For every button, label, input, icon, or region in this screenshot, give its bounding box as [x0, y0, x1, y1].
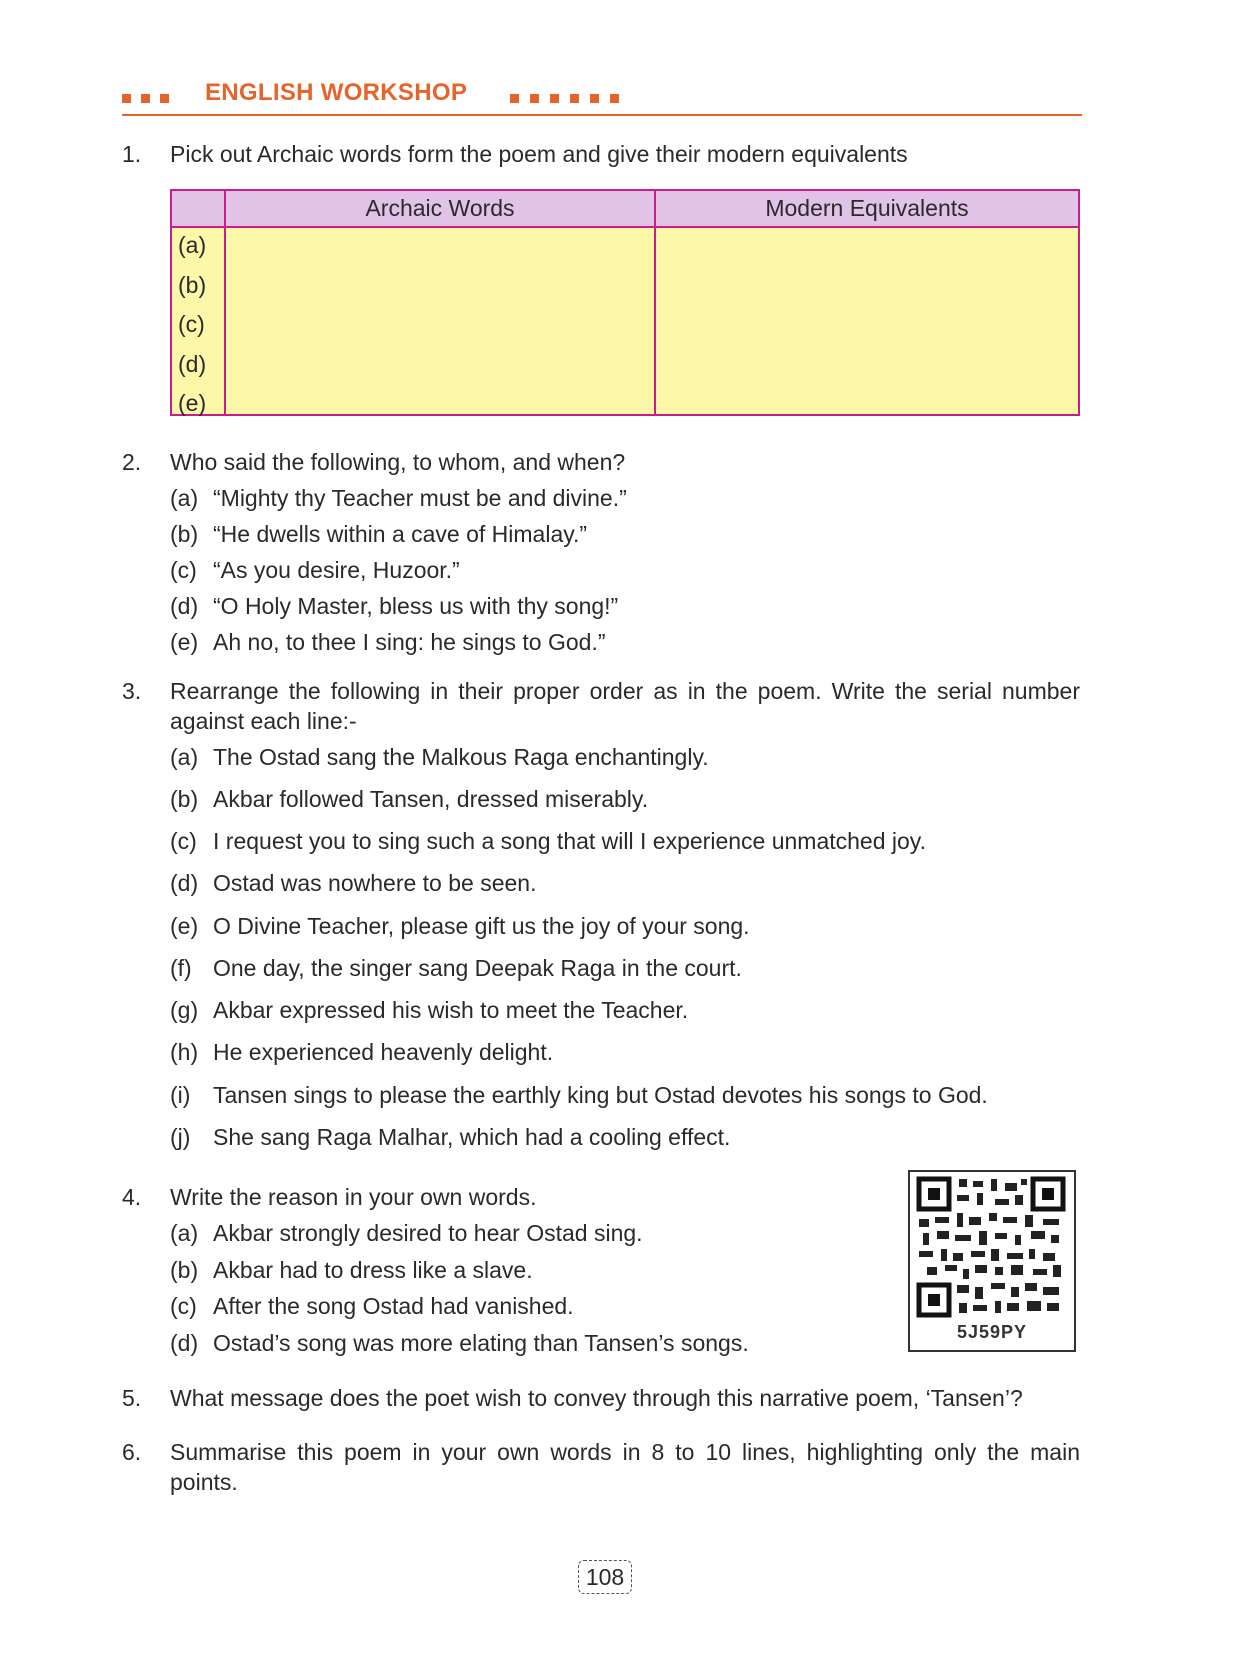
table-row-label: (c) [178, 311, 205, 337]
question-4-item [170, 1218, 643, 1248]
table-row-label: (d) [178, 350, 207, 377]
question-3-text: Rearrange the following in their proper order as in the poem. Write the serial number against each line:- [170, 678, 1080, 734]
question-6-number: 6. [122, 1439, 142, 1465]
question-2-number: 2. [122, 449, 142, 475]
item-text: O Divine Teacher, please gift us the joy of your song. [213, 913, 750, 939]
item-label: (f) [170, 955, 192, 981]
item-label: (c) [170, 1293, 197, 1319]
question-2-item [170, 627, 606, 657]
item-label: (a) [170, 1220, 199, 1246]
question-2-text: Who said the following, to whom, and when? [170, 449, 626, 475]
item-text: “O Holy Master, bless us with thy song!” [213, 593, 619, 619]
question-2-item [170, 591, 618, 621]
item-text: “Mighty thy Teacher must be and divine.” [213, 485, 627, 511]
question-3-item [170, 868, 536, 898]
item-label: (h) [170, 1039, 199, 1065]
question-6-text: Summarise this poem in your own words in 8 to 10 lines, highlighting only the main points. [170, 1439, 1080, 1495]
header-square-icon [530, 94, 539, 103]
header-square-icon [510, 94, 519, 103]
table-row-label: (a) [178, 232, 207, 258]
header-rule [122, 114, 1082, 116]
question-5-text: What message does the poet wish to convey through this narrative poem, ‘Tansen’? [170, 1385, 1023, 1411]
modern-answer-cell[interactable] [655, 227, 1079, 415]
page-number: 108 [578, 1560, 632, 1594]
item-label: (c) [170, 828, 197, 854]
question-4-number: 4. [122, 1184, 142, 1210]
header-square-icon [122, 94, 131, 103]
question-3-item [170, 1122, 730, 1152]
question-3-item [170, 953, 742, 983]
item-text: After the song Ostad had vanished. [213, 1293, 574, 1319]
question-3-item [170, 911, 750, 941]
item-text: Ostad’s song was more elating than Tansen’s songs. [213, 1330, 749, 1356]
question-4-item [170, 1255, 533, 1285]
item-label: (b) [170, 521, 199, 547]
archaic-answer-cell[interactable] [225, 227, 655, 415]
item-text: He experienced heavenly delight. [213, 1039, 554, 1065]
item-text: Ah no, to thee I sing: he sings to God.” [213, 629, 606, 655]
question-3-item [170, 1037, 553, 1067]
qr-code[interactable] [908, 1170, 1076, 1352]
question-3-item [170, 826, 926, 856]
item-text: Akbar strongly desired to hear Ostad sing. [213, 1220, 643, 1246]
header-square-icon [141, 94, 150, 103]
item-text: One day, the singer sang Deepak Raga in the court. [213, 955, 742, 981]
question-3-number: 3. [122, 678, 142, 704]
item-label: (d) [170, 1330, 199, 1356]
column-header-modern: Modern Equivalents [655, 190, 1079, 227]
item-text: I request you to sing such a song that will I experience unmatched joy. [213, 828, 926, 854]
question-3-item [170, 742, 709, 772]
item-label: (g) [170, 997, 199, 1023]
question-3-item [170, 995, 688, 1025]
item-text: She sang Raga Malhar, which had a cooling effect. [213, 1124, 731, 1150]
section-header [122, 78, 1082, 116]
header-square-icon [550, 94, 559, 103]
item-label: (a) [170, 744, 199, 770]
item-text: Akbar had to dress like a slave. [213, 1257, 533, 1283]
question-2-item [170, 519, 587, 549]
table-row-label: (b) [178, 271, 207, 298]
header-square-icon [160, 94, 169, 103]
question-5-number: 5. [122, 1385, 142, 1411]
item-text: Ostad was nowhere to be seen. [213, 870, 537, 896]
question-1-text: Pick out Archaic words form the poem and give their modern equivalents [170, 141, 908, 167]
table-corner-cell [171, 190, 225, 227]
section-title: ENGLISH WORKSHOP [205, 79, 468, 106]
qr-code-icon [911, 1173, 1071, 1321]
item-label: (a) [170, 485, 199, 511]
item-text: Akbar expressed his wish to meet the Teacher. [213, 997, 689, 1023]
header-square-icon [590, 94, 599, 103]
question-2-item [170, 483, 627, 513]
item-text: Akbar followed Tansen, dressed miserably. [213, 786, 649, 812]
question-1-number: 1. [122, 141, 142, 167]
item-text: Tansen sings to please the earthly king but Ostad devotes his songs to God. [213, 1082, 988, 1108]
table-row-label: (e) [178, 390, 207, 416]
item-label: (c) [170, 557, 197, 583]
column-header-archaic: Archaic Words [225, 190, 655, 227]
item-label: (b) [170, 786, 199, 812]
question-3-item [170, 784, 648, 814]
item-label: (e) [170, 629, 199, 655]
item-label: (d) [170, 593, 199, 619]
question-4-item [170, 1328, 749, 1358]
table-row-labels [178, 226, 206, 424]
item-label: (e) [170, 913, 199, 939]
question-4-item [170, 1291, 574, 1321]
question-4-text: Write the reason in your own words. [170, 1184, 537, 1210]
item-text: “As you desire, Huzoor.” [213, 557, 460, 583]
item-text: “He dwells within a cave of Himalay.” [213, 521, 588, 547]
item-text: The Ostad sang the Malkous Raga enchantingly. [213, 744, 709, 770]
item-label: (d) [170, 870, 199, 896]
question-3-item [170, 1080, 988, 1110]
qr-code-label: 5J59PY [956, 1322, 1028, 1342]
header-square-icon [570, 94, 579, 103]
item-label: (i) [170, 1082, 191, 1108]
item-label: (b) [170, 1257, 199, 1283]
question-2-item [170, 555, 460, 585]
archaic-words-table [170, 189, 1080, 416]
header-square-icon [610, 94, 619, 103]
item-label: (j) [170, 1124, 191, 1150]
